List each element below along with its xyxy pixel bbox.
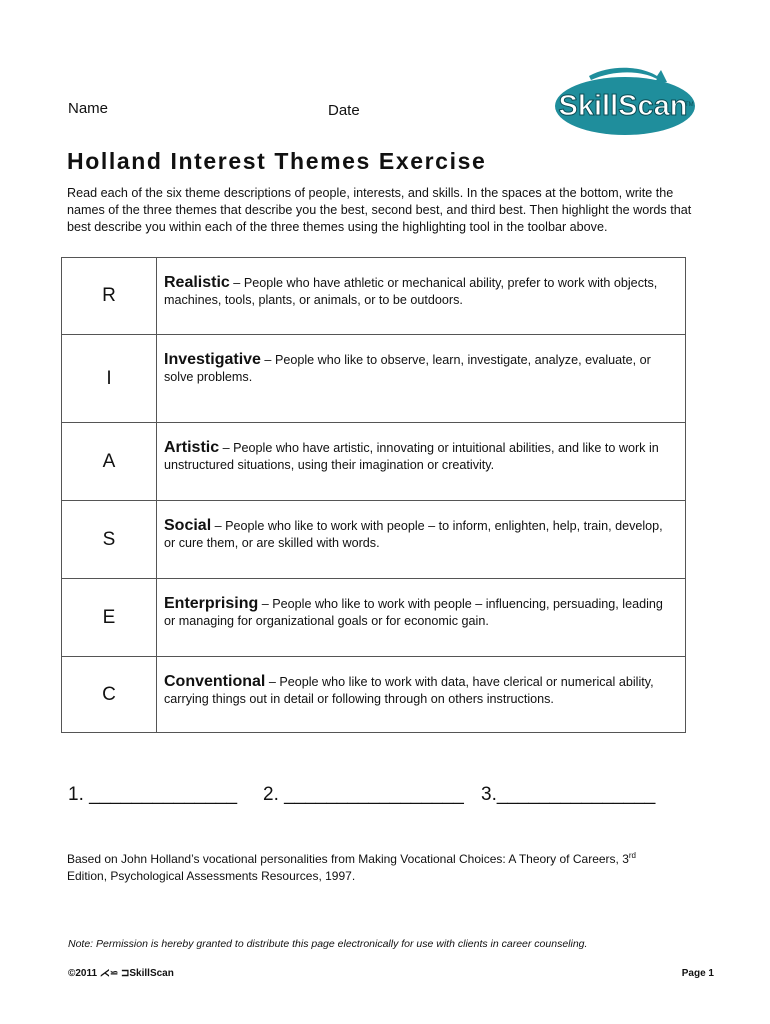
reference-line-2: Edition, Psychological Assessments Resources, 1997.	[67, 869, 356, 883]
theme-description	[157, 258, 686, 335]
theme-name: Enterprising	[164, 595, 259, 612]
theme-row	[62, 657, 686, 733]
reference-line-1: Based on John Holland’s vocational personalities from Making Vocational Choices: A Theory of Careers, 3	[67, 852, 629, 866]
theme-name: Realistic	[164, 274, 230, 291]
theme-name: Conventional	[164, 673, 266, 690]
reference-superscript: rd	[628, 851, 636, 860]
theme-letter: A	[62, 423, 157, 501]
date-label: Date	[328, 102, 360, 119]
svg-text:TM: TM	[685, 102, 694, 108]
theme-description	[157, 423, 686, 501]
theme-letter: S	[62, 501, 157, 579]
theme-letter: R	[62, 258, 157, 335]
theme-text: – People who like to work with people – influencing, persuading, leading or managing for organizational goals or for economic gain.	[164, 597, 663, 628]
theme-name: Social	[164, 517, 212, 534]
theme-row	[62, 335, 686, 423]
theme-letter: C	[62, 657, 157, 733]
theme-name: Artistic	[164, 439, 220, 456]
theme-letter: E	[62, 579, 157, 657]
theme-row	[62, 579, 686, 657]
answer-third[interactable]: 3._______________	[481, 784, 656, 805]
copyright: ©2011 ⋌⋍ ⊐SkillScan	[68, 968, 174, 979]
intro-paragraph: Read each of the six theme descriptions of people, interests, and skills. In the spaces at the bottom, write the names of the three themes that describe you the best, second best, and third best. Then highlight the words that best describe you within each of the three themes using the highlighting tool in the toolbar above.	[67, 186, 692, 234]
theme-text: – People who like to observe, learn, investigate, analyze, evaluate, or solve problems.	[164, 353, 651, 384]
permission-note: Note: Permission is hereby granted to distribute this page electronically for use with clients in career counseling.	[68, 938, 588, 950]
theme-row	[62, 423, 686, 501]
theme-name: Investigative	[164, 351, 261, 368]
svg-text:SkillScan: SkillScan	[558, 90, 688, 122]
theme-text: – People who have artistic, innovating or intuitional abilities, and like to work in unstructured situations, using their imagination or creativity.	[164, 441, 659, 472]
skillscan-logo	[551, 62, 701, 138]
themes-table	[61, 257, 686, 733]
theme-text: – People who like to work with people – to inform, enlighten, help, train, develop, or cure them, or are skilled with words.	[164, 519, 663, 550]
theme-description	[157, 335, 686, 423]
theme-description	[157, 501, 686, 579]
page-title: Holland Interest Themes Exercise	[67, 148, 487, 174]
page-number: Page 1	[681, 968, 714, 979]
theme-row	[62, 501, 686, 579]
theme-description	[157, 579, 686, 657]
answer-second[interactable]: 2. _________________	[263, 784, 464, 805]
theme-text: – People who like to work with data, have clerical or numerical ability, carrying things out in detail or following through on others instructions.	[164, 675, 654, 706]
theme-row	[62, 258, 686, 335]
reference-note	[67, 847, 707, 885]
theme-description	[157, 657, 686, 733]
theme-letter: I	[62, 335, 157, 423]
answer-first[interactable]: 1. ______________	[68, 784, 238, 805]
name-label: Name	[68, 100, 109, 117]
theme-text: – People who have athletic or mechanical ability, prefer to work with objects, machines, tools, plants, or animals, or to be outdoors.	[164, 276, 658, 307]
